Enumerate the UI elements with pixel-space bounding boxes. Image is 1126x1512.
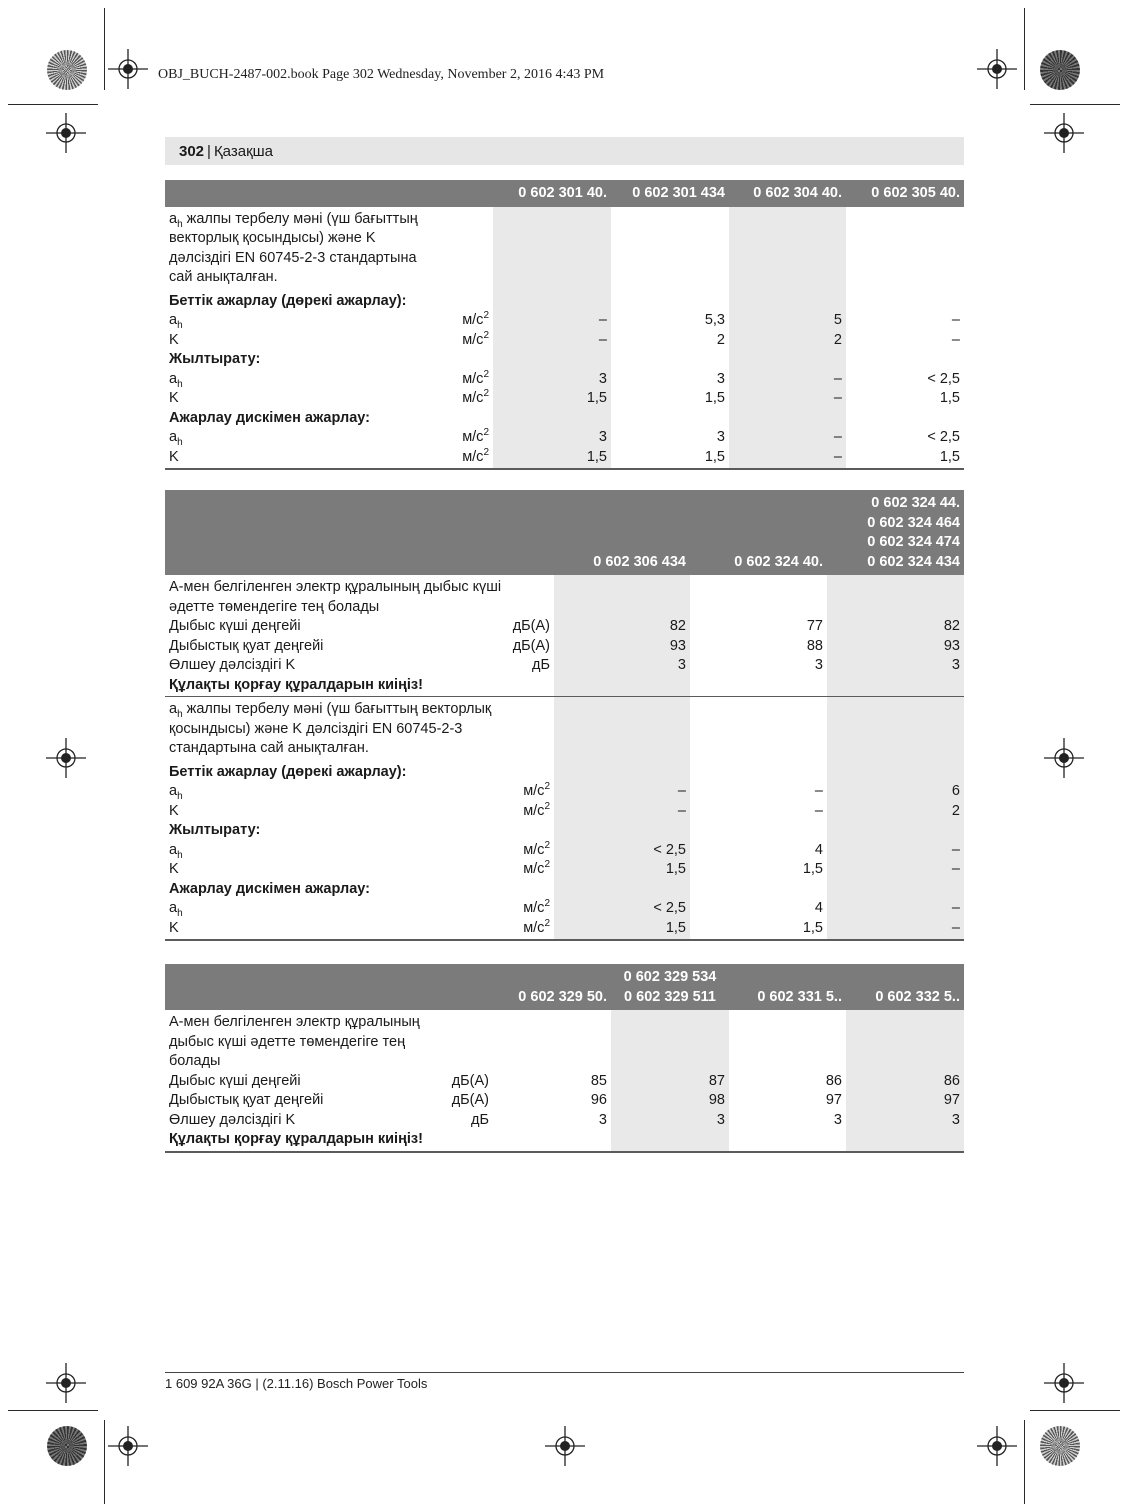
table-row [165,331,964,351]
value-cell: 82 [827,617,964,637]
column-header: 0 602 301 434 [611,180,729,207]
symbol: $a_h$ [169,312,183,331]
table-row [165,292,964,312]
section-title: Ажарлау дискімен ажарлау: [169,880,370,897]
value-cell: < 2,5 [927,370,960,387]
value-cell: 88 [806,637,823,654]
vibration-table-1 [165,180,964,470]
value-cell: – [827,841,964,861]
intro-text: жалпы тербелу мәні (үш бағыттың векторлық қосындысы) және K дәлсіздігі EN 60745-2-3 стандартына сай анықталған. [169,210,418,285]
unit: $м/с^2$ [523,800,550,819]
unit: $м/с^2$ [499,919,554,941]
running-head [165,137,964,165]
row-label: Дыбыс күші деңгейі [169,618,301,634]
unit: $м/с^2$ [462,329,489,348]
value-cell: 82 [554,617,690,637]
table-row [165,350,964,370]
color-target-bottom-right [1040,1426,1080,1466]
registration-mark-icon [108,1426,148,1466]
noise-vibration-table-2 [165,490,964,941]
unit: $м/с^2$ [462,427,489,445]
footer-rule [165,1372,964,1373]
print-slug: OBJ_BUCH-2487-002.book Page 302 Wednesday, November 2, 2016 4:43 PM [158,67,605,82]
value-cell: 86 [825,1072,842,1089]
symbol: $a_h$ [169,841,183,861]
value-cell: 1,5 [554,860,690,880]
section-title: Беттік ажарлау (дөрекі ажарлау): [169,763,407,780]
value-cell: 97 [846,1091,964,1111]
table-row [165,575,964,617]
column-header: 0 602 332 5.. [846,964,964,1010]
value-cell: – [827,899,964,919]
value-cell: < 2,5 [554,899,690,919]
value-cell: 3 [554,656,690,676]
value-cell: 93 [554,637,690,657]
value-cell: 4 [814,841,823,858]
table-header [165,964,964,1010]
value-cell: 77 [806,618,823,634]
registration-mark-icon [108,49,148,89]
symbol: K [169,861,179,877]
vibration-intro: $a_h$ жалпы тербелу мәні (үш бағыттың векторлық қосындысы) және K дәлсіздігі EN 60745-2-3 стандартына сай анықталған. [169,210,418,285]
registration-mark-icon [1044,113,1084,153]
section-title: Жылтырату: [169,351,261,367]
table-row [165,1111,964,1131]
table-row [165,637,964,657]
value-cell: – [951,331,960,348]
value-cell: 3 [716,429,725,445]
value-cell: – [729,389,846,409]
table-row [165,899,964,919]
ear-protection-note: Құлақты қорғау құралдарын киіңіз! [165,676,554,697]
column-header: 0 602 304 40. [729,180,846,207]
value-cell: 3 [493,428,611,448]
registration-mark-icon [977,1426,1017,1466]
column-header: 0 602 329 534 0 602 329 511 [611,964,729,1010]
table-header [165,180,964,207]
table-row [165,428,964,448]
value-cell: 3 [493,370,611,390]
value-cell: – [554,782,690,802]
value-cell: 1,5 [493,389,611,409]
noise-table-3 [165,964,964,1153]
table-row [165,802,964,822]
registration-mark-icon [977,49,1017,89]
symbol: K [169,802,179,819]
vibration-intro: $a_h$ жалпы тербелу мәні (үш бағыттың векторлық қосындысы) және K дәлсіздігі EN 60745-2-3 стандартына сай анықталған. [169,701,492,756]
value-cell: 6 [827,782,964,802]
table-row [165,656,964,676]
value-cell: < 2,5 [554,841,690,861]
value-cell: 2 [827,802,964,822]
value-cell: 87 [611,1072,729,1092]
value-cell: 4 [814,900,823,916]
value-cell: 97 [825,1092,842,1108]
row-label: Өлшеу дәлсіздігі K [169,657,296,673]
table-row [165,919,964,941]
value-cell: 3 [611,1111,729,1131]
symbol: K [165,919,499,941]
symbol: $a_h$ [169,783,183,802]
value-cell: 2 [716,331,725,348]
table-row [165,311,964,331]
unit: $м/с^2$ [523,839,550,858]
value-cell: 3 [814,657,823,673]
value-cell: – [814,783,823,799]
column-header: 0 602 305 40. [846,180,964,207]
color-target-top-right [1040,50,1080,90]
symbol: K [169,331,179,348]
unit: $м/с^2$ [523,898,550,916]
value-cell: – [827,919,964,941]
value-cell: – [729,428,846,448]
symbol: K [165,448,441,470]
table-row [165,409,964,429]
unit: $м/с^2$ [462,388,489,406]
table-row [165,1091,964,1111]
row-label: Дыбыстық қуат деңгейі [169,1092,324,1108]
unit: $м/с^2$ [462,368,489,387]
value-cell: 1,5 [554,919,690,941]
value-cell: – [554,802,690,822]
value-cell: 1,5 [611,448,729,470]
value-cell: – [827,860,964,880]
column-header: 0 602 306 434 [554,490,690,575]
column-header: 0 602 329 50. [493,964,611,1010]
value-cell: 1,5 [690,919,827,941]
registration-mark-icon [545,1426,585,1466]
table-row [165,1130,964,1152]
column-header: 0 602 331 5.. [729,964,846,1010]
symbol: $a_h$ [169,900,183,919]
registration-mark-icon [1044,738,1084,778]
value-cell: 1,5 [704,390,725,406]
value-cell: 96 [590,1092,607,1108]
color-target-top-left [47,50,87,90]
symbol: $a_h$ [169,429,183,448]
value-cell: 86 [846,1072,964,1092]
table-row [165,448,964,470]
section-title: Жылтырату: [169,822,261,838]
section-title: Беттік ажарлау (дөрекі ажарлау): [169,292,407,309]
table-row [165,1010,964,1072]
table-row [165,389,964,409]
value-cell: – [493,331,611,351]
table-row [165,860,964,880]
table-row [165,697,964,763]
unit: $м/с^2$ [523,859,550,877]
symbol: $a_h$ [169,370,183,390]
unit: $м/с^2$ [523,781,550,799]
section-title: Ажарлау дискімен ажарлау: [169,409,370,426]
footer-text: 1 609 92A 36G | (2.11.16) Bosch Power Tools [165,1376,428,1391]
table-row [165,763,964,783]
table-header [165,490,964,575]
column-header: 0 602 301 40. [493,180,611,207]
table-row [165,821,964,841]
value-cell: 93 [827,637,964,657]
value-cell: 85 [590,1072,607,1089]
registration-mark-icon [46,1363,86,1403]
table-row [165,370,964,390]
unit: $м/с^2$ [462,310,489,328]
row-label: Дыбыстық қуат деңгейі [169,637,324,654]
separator: | [207,142,211,160]
column-header: 0 602 324 40. [690,490,827,575]
color-target-bottom-left [47,1426,87,1466]
value-cell: 1,5 [939,390,960,406]
registration-mark-icon [46,113,86,153]
value-cell: – [729,448,846,470]
unit: дБ(A) [451,1072,489,1089]
symbol: K [169,390,179,406]
value-cell: 1,5 [802,861,823,877]
table-row [165,782,964,802]
value-cell: 3 [598,1111,607,1128]
table-row [165,617,964,637]
value-cell: < 2,5 [927,429,960,445]
page-number: 302 [179,142,205,160]
row-label: Өлшеу дәлсіздігі K [169,1111,296,1128]
registration-mark-icon [46,738,86,778]
value-cell: 3 [833,1111,842,1128]
value-cell: 98 [611,1091,729,1111]
table-row [165,841,964,861]
value-cell: 3 [846,1111,964,1131]
noise-intro: A-мен белгіленген электр құралының дыбыс күші әдетте төмендегіге тең болады [169,1014,420,1069]
unit: дБ [471,1111,489,1128]
table-row [165,676,964,697]
value-cell: – [729,370,846,390]
value-cell: – [493,311,611,331]
unit: дБ(A) [512,637,550,654]
value-cell: 5,3 [704,312,725,328]
ear-protection-note: Құлақты қорғау құралдарын киіңіз! [165,1130,493,1152]
row-label: Дыбыс күші деңгейі [169,1072,301,1089]
unit: дБ(A) [451,1092,489,1108]
value-cell: 5 [729,311,846,331]
noise-intro: A-мен белгіленген электр құралының дыбыс күші әдетте төмендегіге тең болады [169,579,502,615]
value-cell: 3 [716,370,725,387]
table-row [165,1072,964,1092]
value-cell: – [814,802,823,819]
value-cell: – [951,312,960,328]
unit: $м/с^2$ [441,448,493,470]
unit: дБ(A) [512,618,550,634]
table-row [165,207,964,292]
column-header: 0 602 324 44. 0 602 324 464 0 602 324 474 0 602 324 434 [827,490,964,575]
registration-mark-icon [1044,1363,1084,1403]
value-cell: 1,5 [846,448,964,470]
value-cell: 1,5 [493,448,611,470]
table-row [165,880,964,900]
unit: дБ [532,657,550,673]
section-title: Қазақша [213,142,274,160]
value-cell: 2 [729,331,846,351]
value-cell: 3 [827,656,964,676]
